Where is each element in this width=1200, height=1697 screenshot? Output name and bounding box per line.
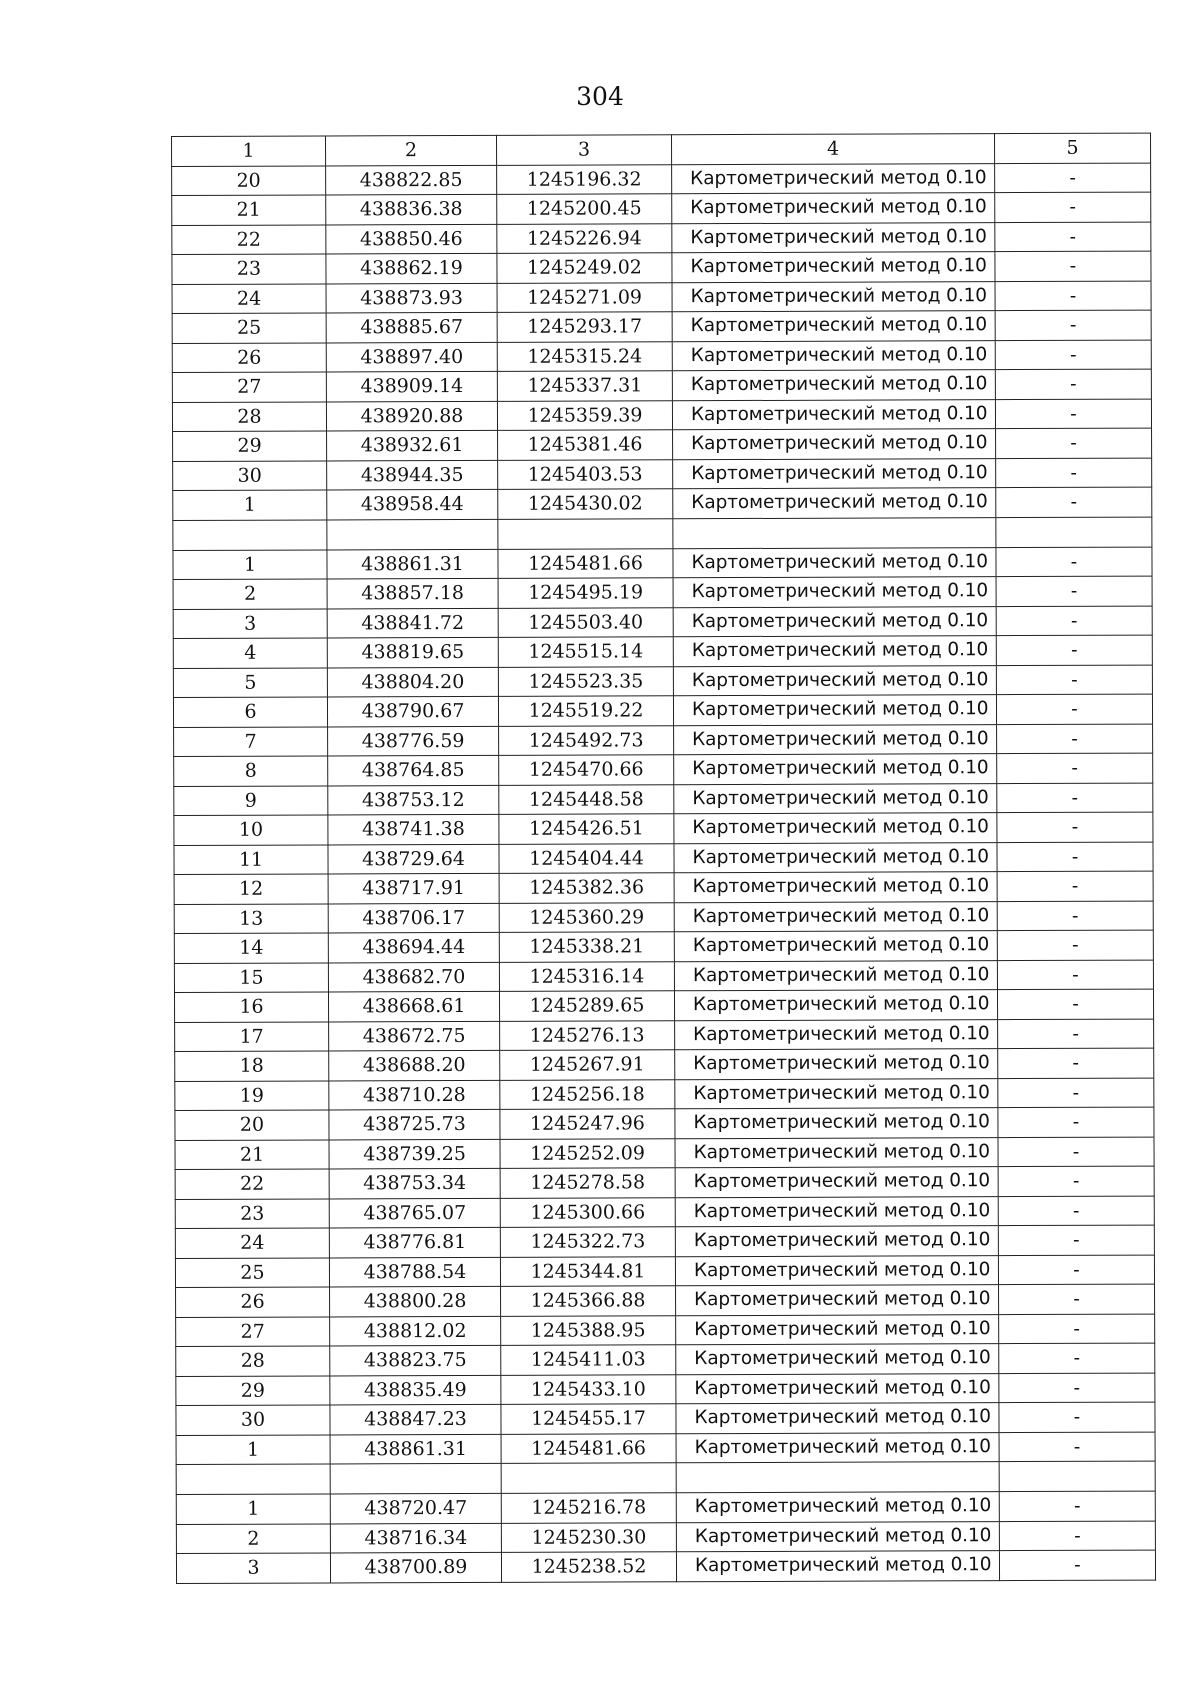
cell-y: 1245238.52: [501, 1552, 676, 1582]
table-row: [175, 1107, 1154, 1140]
header-cell-description: 5: [994, 133, 1150, 163]
cell-point-number: 20: [175, 1110, 329, 1140]
cell-point-number: 21: [172, 195, 326, 225]
cell-x: 438720.47: [330, 1493, 501, 1523]
cell-description: -: [999, 1402, 1155, 1432]
cell-point-number: 16: [174, 992, 328, 1022]
table-row: [175, 1255, 1154, 1288]
table-row: [173, 428, 1152, 461]
cell-description: -: [998, 1019, 1154, 1049]
cell-description: -: [995, 310, 1151, 340]
cell-description: -: [998, 1255, 1154, 1285]
table-row: [174, 901, 1153, 934]
cell-x: [327, 519, 498, 550]
table-row: [175, 1078, 1154, 1111]
cell-y: 1245503.40: [498, 607, 673, 637]
table-row: [175, 1166, 1154, 1199]
cell-description: [996, 517, 1152, 548]
cell-point-number: 4: [173, 638, 327, 668]
cell-method: Картометрический метод 0.10: [676, 1432, 999, 1463]
cell-point-number: 5: [173, 667, 327, 697]
table-row: [174, 724, 1153, 757]
table-row: [174, 930, 1153, 963]
cell-y: [498, 518, 673, 549]
cell-y: 1245278.58: [500, 1168, 675, 1198]
table-spacer-row: [173, 517, 1152, 550]
cell-method: Картометрический метод 0.10: [676, 1403, 999, 1434]
cell-x: 438739.25: [329, 1139, 500, 1169]
cell-method: Картометрический метод 0.10: [675, 1049, 998, 1080]
cell-point-number: 25: [175, 1257, 329, 1287]
cell-method: Картометрический метод 0.10: [675, 1108, 998, 1139]
cell-y: 1245360.29: [499, 902, 674, 932]
cell-x: 438668.61: [328, 991, 499, 1021]
cell-point-number: 24: [172, 283, 326, 313]
cell-y: 1245247.96: [500, 1109, 675, 1139]
cell-description: -: [999, 1343, 1155, 1373]
cell-method: Картометрический метод 0.10: [672, 281, 995, 312]
cell-y: 1245495.19: [498, 578, 673, 608]
cell-x: 438958.44: [327, 489, 498, 519]
table-row: [174, 753, 1153, 786]
cell-description: -: [996, 428, 1152, 458]
table-row: [172, 251, 1151, 284]
cell-x: 438729.64: [328, 844, 499, 874]
cell-y: 1245200.45: [497, 194, 672, 224]
cell-x: 438873.93: [326, 283, 497, 313]
cell-point-number: 28: [176, 1346, 330, 1376]
cell-x: 438835.49: [330, 1375, 501, 1405]
cell-method: Картометрический метод 0.10: [673, 606, 996, 637]
cell-method: Картометрический метод 0.10: [672, 252, 995, 283]
cell-point-number: [176, 1464, 330, 1495]
cell-y: 1245289.65: [499, 991, 674, 1021]
cell-method: Картометрический метод 0.10: [672, 163, 995, 194]
table-row: [175, 1048, 1154, 1081]
table-header-row: [172, 133, 1151, 166]
cell-method: Картометрический метод 0.10: [676, 1492, 999, 1523]
cell-description: -: [998, 1225, 1154, 1255]
cell-method: Картометрический метод 0.10: [674, 842, 997, 873]
cell-method: Картометрический метод 0.10: [673, 547, 996, 578]
cell-point-number: 3: [176, 1553, 330, 1583]
table-row: [176, 1314, 1155, 1347]
cell-y: 1245196.32: [497, 164, 672, 194]
cell-x: 438710.28: [329, 1080, 500, 1110]
cell-point-number: 1: [176, 1494, 330, 1524]
table-row: [176, 1373, 1155, 1406]
cell-x: 438764.85: [328, 755, 499, 785]
cell-description: [999, 1461, 1155, 1492]
cell-y: 1245366.88: [501, 1286, 676, 1316]
table-row: [173, 635, 1152, 668]
cell-method: Картометрический метод 0.10: [676, 1521, 999, 1552]
cell-point-number: 17: [175, 1021, 329, 1051]
cell-point-number: 2: [176, 1523, 330, 1553]
cell-method: Картометрический метод 0.10: [672, 311, 995, 342]
cell-x: 438812.02: [330, 1316, 501, 1346]
cell-y: 1245404.44: [499, 843, 674, 873]
table-body: [172, 133, 1156, 1583]
cell-y: 1245481.66: [501, 1433, 676, 1463]
cell-x: 438776.59: [328, 726, 499, 756]
cell-description: -: [997, 960, 1153, 990]
cell-y: 1245226.94: [497, 223, 672, 253]
coordinates-table: [171, 133, 1156, 1584]
header-cell-x: 2: [326, 135, 497, 165]
cell-x: 438841.72: [327, 608, 498, 638]
cell-method: Картометрический метод 0.10: [672, 370, 995, 401]
cell-x: 438804.20: [327, 667, 498, 697]
cell-method: Картометрический метод 0.10: [674, 724, 997, 755]
table-row: [173, 694, 1152, 727]
cell-point-number: 26: [176, 1287, 330, 1317]
cell-description: -: [999, 1314, 1155, 1344]
table-row: [174, 842, 1153, 875]
cell-method: Картометрический метод 0.10: [675, 1196, 998, 1227]
cell-y: 1245249.02: [497, 253, 672, 283]
cell-description: -: [998, 1166, 1154, 1196]
cell-y: 1245337.31: [497, 371, 672, 401]
table-row: [172, 310, 1151, 343]
cell-method: Картометрический метод 0.10: [673, 695, 996, 726]
cell-point-number: 10: [174, 815, 328, 845]
cell-y: 1245481.66: [498, 548, 673, 578]
cell-description: -: [997, 989, 1153, 1019]
table-row: [174, 960, 1153, 993]
cell-x: 438717.91: [328, 873, 499, 903]
cell-method: Картометрический метод 0.10: [675, 1137, 998, 1168]
cell-point-number: 9: [174, 785, 328, 815]
table-row: [172, 222, 1151, 255]
cell-point-number: 18: [175, 1051, 329, 1081]
cell-y: 1245515.14: [498, 637, 673, 667]
cell-point-number: 1: [173, 549, 327, 579]
cell-x: 438861.31: [327, 549, 498, 579]
cell-x: 438944.35: [327, 460, 498, 490]
cell-y: 1245271.09: [497, 282, 672, 312]
cell-description: -: [996, 635, 1152, 665]
table-row: [176, 1343, 1155, 1376]
cell-method: Картометрический метод 0.10: [676, 1551, 999, 1582]
cell-method: Картометрический метод 0.10: [672, 399, 995, 430]
cell-method: [676, 1462, 999, 1493]
cell-method: Картометрический метод 0.10: [674, 813, 997, 844]
table-row: [172, 281, 1151, 314]
cell-x: 438725.73: [329, 1109, 500, 1139]
cell-point-number: 22: [172, 224, 326, 254]
cell-method: Картометрический метод 0.10: [672, 340, 995, 371]
header-cell-method: 4: [671, 134, 994, 165]
table-row: [172, 399, 1151, 432]
cell-y: 1245492.73: [499, 725, 674, 755]
cell-point-number: 29: [176, 1375, 330, 1405]
cell-point-number: [173, 519, 327, 550]
cell-description: -: [995, 369, 1151, 399]
cell-x: [330, 1463, 501, 1494]
table-row: [176, 1550, 1155, 1583]
table-row: [173, 606, 1152, 639]
cell-description: -: [996, 487, 1152, 517]
cell-y: 1245216.78: [501, 1493, 676, 1523]
cell-description: -: [997, 724, 1153, 754]
cell-x: 438790.67: [327, 696, 498, 726]
cell-description: -: [996, 606, 1152, 636]
cell-method: Картометрический метод 0.10: [673, 665, 996, 696]
cell-x: 438753.34: [329, 1168, 500, 1198]
cell-description: -: [999, 1550, 1155, 1580]
cell-method: Картометрический метод 0.10: [675, 1226, 998, 1257]
cell-description: -: [999, 1432, 1155, 1462]
cell-y: 1245403.53: [498, 459, 673, 489]
cell-description: -: [998, 1107, 1154, 1137]
cell-method: Картометрический метод 0.10: [674, 931, 997, 962]
cell-x: 438776.81: [329, 1227, 500, 1257]
table-row: [175, 1225, 1154, 1258]
cell-method: Картометрический метод 0.10: [672, 222, 995, 253]
cell-y: 1245276.13: [500, 1020, 675, 1050]
cell-y: 1245426.51: [499, 814, 674, 844]
cell-y: 1245411.03: [501, 1345, 676, 1375]
cell-y: 1245338.21: [499, 932, 674, 962]
table-row: [176, 1432, 1155, 1465]
cell-method: Картометрический метод 0.10: [673, 488, 996, 519]
cell-x: 438823.75: [330, 1345, 501, 1375]
page-number: 304: [576, 82, 624, 111]
cell-method: Картометрический метод 0.10: [676, 1344, 999, 1375]
cell-y: 1245315.24: [497, 341, 672, 371]
cell-method: Картометрический метод 0.10: [675, 1255, 998, 1286]
cell-x: 438765.07: [329, 1198, 500, 1228]
cell-method: Картометрический метод 0.10: [674, 960, 997, 991]
cell-method: Картометрический метод 0.10: [675, 1078, 998, 1109]
cell-x: 438688.20: [329, 1050, 500, 1080]
cell-y: 1245252.09: [500, 1138, 675, 1168]
cell-description: -: [996, 576, 1152, 606]
cell-method: Картометрический метод 0.10: [675, 1019, 998, 1050]
cell-point-number: 23: [172, 254, 326, 284]
cell-x: 438672.75: [329, 1021, 500, 1051]
cell-y: 1245359.39: [497, 400, 672, 430]
cell-description: -: [995, 399, 1151, 429]
table-row: [172, 340, 1151, 373]
cell-point-number: 26: [172, 342, 326, 372]
cell-description: -: [998, 1196, 1154, 1226]
cell-point-number: 12: [174, 874, 328, 904]
cell-point-number: 22: [175, 1169, 329, 1199]
cell-method: Картометрический метод 0.10: [674, 783, 997, 814]
cell-x: 438850.46: [326, 224, 497, 254]
cell-description: -: [995, 163, 1151, 193]
cell-description: -: [996, 665, 1152, 695]
cell-point-number: 28: [172, 401, 326, 431]
cell-x: 438885.67: [326, 312, 497, 342]
cell-description: -: [998, 1137, 1154, 1167]
cell-y: 1245344.81: [500, 1256, 675, 1286]
cell-method: Картометрический метод 0.10: [676, 1314, 999, 1345]
cell-point-number: 21: [175, 1139, 329, 1169]
cell-x: 438800.28: [330, 1286, 501, 1316]
cell-method: Картометрический метод 0.10: [674, 990, 997, 1021]
cell-y: 1245430.02: [498, 489, 673, 519]
cell-method: Картометрический метод 0.10: [674, 754, 997, 785]
cell-description: -: [999, 1491, 1155, 1521]
table-row: [174, 812, 1153, 845]
cell-x: 438847.23: [330, 1404, 501, 1434]
cell-description: -: [997, 930, 1153, 960]
cell-x: 438862.19: [326, 253, 497, 283]
cell-x: 438819.65: [327, 637, 498, 667]
cell-x: 438861.31: [330, 1434, 501, 1464]
header-cell-y: 3: [496, 135, 671, 165]
cell-y: 1245267.91: [500, 1050, 675, 1080]
cell-method: Картометрический метод 0.10: [676, 1373, 999, 1404]
cell-point-number: 27: [176, 1316, 330, 1346]
cell-method: Картометрический метод 0.10: [673, 577, 996, 608]
cell-description: -: [998, 1078, 1154, 1108]
table-row: [175, 1196, 1154, 1229]
table-row: [173, 665, 1152, 698]
cell-y: 1245470.66: [499, 755, 674, 785]
cell-y: 1245230.30: [501, 1522, 676, 1552]
cell-description: -: [995, 251, 1151, 281]
table-row: [176, 1402, 1155, 1435]
cell-description: -: [997, 753, 1153, 783]
cell-description: -: [999, 1373, 1155, 1403]
cell-x: 438836.38: [326, 194, 497, 224]
table-row: [173, 547, 1152, 580]
table-row: [175, 1019, 1154, 1052]
cell-point-number: 1: [176, 1434, 330, 1464]
table-row: [172, 192, 1151, 225]
cell-x: 438822.85: [326, 165, 497, 195]
cell-point-number: 7: [174, 726, 328, 756]
cell-description: -: [996, 694, 1152, 724]
cell-description: -: [996, 458, 1152, 488]
cell-y: 1245256.18: [500, 1079, 675, 1109]
table-row: [176, 1284, 1155, 1317]
cell-point-number: 23: [175, 1198, 329, 1228]
cell-y: 1245433.10: [501, 1374, 676, 1404]
cell-point-number: 24: [175, 1228, 329, 1258]
table-row: [176, 1521, 1155, 1554]
cell-point-number: 1: [173, 490, 327, 520]
cell-point-number: 8: [174, 756, 328, 786]
cell-description: -: [997, 783, 1153, 813]
cell-description: -: [995, 192, 1151, 222]
cell-method: [673, 517, 996, 548]
cell-description: -: [997, 812, 1153, 842]
header-cell-point-number: 1: [172, 136, 326, 166]
cell-x: 438932.61: [327, 430, 498, 460]
cell-description: -: [999, 1521, 1155, 1551]
cell-y: 1245316.14: [499, 961, 674, 991]
cell-point-number: 13: [174, 903, 328, 933]
cell-point-number: 15: [174, 962, 328, 992]
table-row: [173, 458, 1152, 491]
cell-description: -: [995, 340, 1151, 370]
table-spacer-row: [176, 1461, 1155, 1494]
cell-x: 438909.14: [326, 371, 497, 401]
cell-y: 1245448.58: [499, 784, 674, 814]
cell-description: -: [995, 281, 1151, 311]
cell-method: Картометрический метод 0.10: [674, 872, 997, 903]
cell-description: -: [998, 1048, 1154, 1078]
cell-point-number: 11: [174, 844, 328, 874]
cell-y: 1245519.22: [498, 696, 673, 726]
cell-y: 1245293.17: [497, 312, 672, 342]
cell-y: 1245388.95: [501, 1315, 676, 1345]
table-row: [175, 1137, 1154, 1170]
cell-point-number: 29: [173, 431, 327, 461]
cell-point-number: 19: [175, 1080, 329, 1110]
cell-description: -: [997, 901, 1153, 931]
cell-x: 438753.12: [328, 785, 499, 815]
cell-x: 438857.18: [327, 578, 498, 608]
table-row: [176, 1491, 1155, 1524]
cell-description: -: [999, 1284, 1155, 1314]
table-row: [173, 487, 1152, 520]
cell-description: -: [995, 222, 1151, 252]
cell-x: 438788.54: [329, 1257, 500, 1287]
cell-y: 1245300.66: [500, 1197, 675, 1227]
cell-method: Картометрический метод 0.10: [673, 458, 996, 489]
cell-y: 1245382.36: [499, 873, 674, 903]
cell-point-number: 30: [173, 460, 327, 490]
table-row: [172, 163, 1151, 196]
cell-point-number: 25: [172, 313, 326, 343]
cell-description: -: [996, 547, 1152, 577]
cell-point-number: 2: [173, 579, 327, 609]
cell-method: Картометрический метод 0.10: [675, 1167, 998, 1198]
cell-description: -: [997, 842, 1153, 872]
cell-x: 438700.89: [330, 1552, 501, 1582]
cell-y: 1245322.73: [500, 1227, 675, 1257]
cell-point-number: 20: [172, 165, 326, 195]
cell-point-number: 30: [176, 1405, 330, 1435]
cell-x: 438897.40: [326, 342, 497, 372]
cell-description: -: [997, 871, 1153, 901]
cell-y: 1245455.17: [501, 1404, 676, 1434]
table-row: [172, 369, 1151, 402]
cell-y: [501, 1463, 676, 1494]
table-row: [174, 989, 1153, 1022]
cell-x: 438706.17: [328, 903, 499, 933]
cell-y: 1245523.35: [498, 666, 673, 696]
table-row: [174, 783, 1153, 816]
cell-method: Картометрический метод 0.10: [676, 1285, 999, 1316]
cell-method: Картометрический метод 0.10: [673, 636, 996, 667]
cell-method: Картометрический метод 0.10: [672, 193, 995, 224]
cell-point-number: 6: [173, 697, 327, 727]
cell-x: 438741.38: [328, 814, 499, 844]
table-row: [174, 871, 1153, 904]
cell-method: Картометрический метод 0.10: [673, 429, 996, 460]
cell-point-number: 3: [173, 608, 327, 638]
cell-point-number: 27: [172, 372, 326, 402]
cell-y: 1245381.46: [498, 430, 673, 460]
cell-point-number: 14: [174, 933, 328, 963]
cell-x: 438716.34: [330, 1523, 501, 1553]
cell-x: 438920.88: [326, 401, 497, 431]
cell-x: 438682.70: [328, 962, 499, 992]
table-row: [173, 576, 1152, 609]
cell-method: Картометрический метод 0.10: [674, 901, 997, 932]
cell-x: 438694.44: [328, 932, 499, 962]
